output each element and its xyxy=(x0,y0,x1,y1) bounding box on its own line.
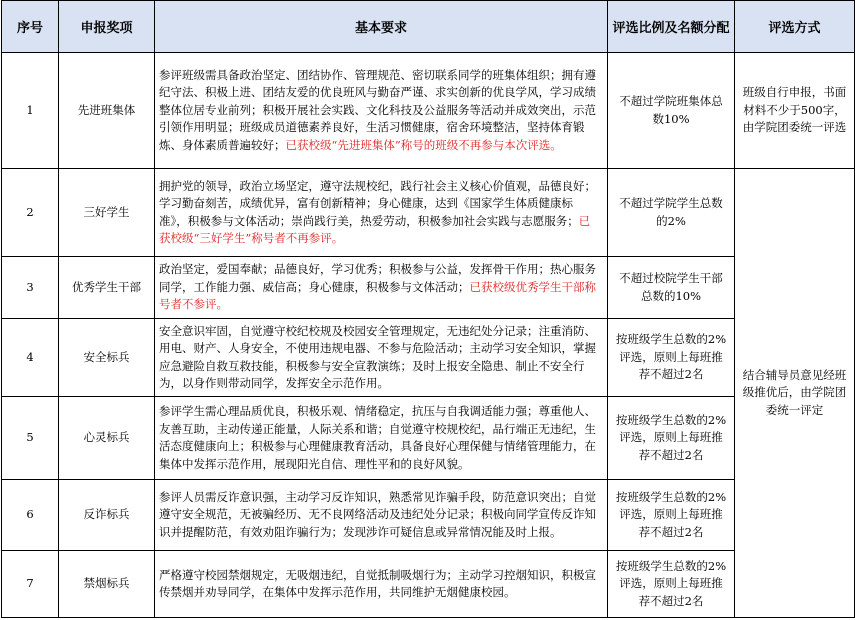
ratio-cell: 按班级学生总数的2%评选，原则上每班推荐不超过2名 xyxy=(608,480,735,551)
table-row xyxy=(2,257,855,319)
header-requirements: 基本要求 xyxy=(155,1,608,53)
ratio-cell: 不超过校院学生干部总数的10% xyxy=(608,257,735,319)
award-name: 心灵标兵 xyxy=(59,397,155,480)
requirements-cell xyxy=(155,257,608,319)
ratio-cell: 按班级学生总数的2%评选，原则上每班推荐不超过2名 xyxy=(608,319,735,397)
requirements-cell xyxy=(155,53,608,169)
requirements-cell xyxy=(155,169,608,257)
header-ratio: 评选比例及名额分配 xyxy=(608,1,735,53)
row-number: 1 xyxy=(2,53,59,169)
ratio-cell: 不超过学院学生总数的2% xyxy=(608,169,735,257)
table-row xyxy=(2,480,855,551)
requirements-note: 已获校级“先进班集体”称号的班级不再参与本次评选。 xyxy=(285,137,562,152)
requirements-cell: 安全意识牢固，自觉遵守校纪校规及校园安全管理规定，无违纪处分记录；注重消防、用电、财产、人身安全，不使用违规电器、不参与危险活动；主动学习安全知识，掌握应急避险自救互救技能，积极参与安全宣教演练；及时上报安全隐患、制止不安全行为，以身作则带动同学，发挥安全示范作用。 xyxy=(155,319,608,397)
header-method: 评选方式 xyxy=(735,1,855,53)
requirements-text: 政治坚定，爱国奉献；品德良好，学习优秀；积极参与公益，发挥骨干作用；热心服务同学，工作能力强、威信高；身心健康，积极参与文体活动； xyxy=(159,262,596,294)
requirements-cell: 严格遵守校园禁烟规定，无吸烟违纪，自觉抵制吸烟行为；主动学习控烟知识，积极宣传禁烟并劝导同学，在集体中发挥示范作用，共同维护无烟健康校园。 xyxy=(155,551,608,618)
header-row xyxy=(2,1,855,53)
table-row xyxy=(2,169,855,257)
award-name: 三好学生 xyxy=(59,169,155,257)
award-name: 安全标兵 xyxy=(59,319,155,397)
ratio-cell: 按班级学生总数的2%评选，原则上每班推荐不超过2名 xyxy=(608,397,735,480)
table-row xyxy=(2,319,855,397)
row-number: 3 xyxy=(2,257,59,319)
table-row xyxy=(2,551,855,618)
requirements-note: 已获校级“三好学生”称号者不再参评。 xyxy=(159,213,591,245)
requirements-text: 参评班级需具备政治坚定、团结协作、管理规范、密切联系同学的班集体组织；拥有遵纪守法、积极上进、团结友爱的优良班风与勤奋严谨、求实创新的优良学风，学习成绩整体位居专业前列；积极开展社会实践、文化科技及公益服务等活动并成效突出，示范引领作用明显；班级成员道德素养良好，生活习惯健康，宿舍环境整洁，坚持体育锻炼、身体素质普遍较好； xyxy=(159,67,596,152)
row-number: 7 xyxy=(2,551,59,618)
row-number: 6 xyxy=(2,480,59,551)
header-award: 申报奖项 xyxy=(59,1,155,53)
award-name: 禁烟标兵 xyxy=(59,551,155,618)
row-number: 5 xyxy=(2,397,59,480)
ratio-cell: 按班级学生总数的2%评选，原则上每班推荐不超过2名 xyxy=(608,551,735,618)
requirements-text: 拥护党的领导，政治立场坚定，遵守法规校纪，践行社会主义核心价值观，品德良好；学习勤奋刻苦，成绩优异，富有创新精神；身心健康，达到《国家学生体质健康标准》，积极参与文体活动；崇尚践行美，热爱劳动，积极参加社会实践与志愿服务； xyxy=(159,178,596,228)
row-number: 2 xyxy=(2,169,59,257)
award-name: 反诈标兵 xyxy=(59,480,155,551)
requirements-cell: 参评人员需反诈意识强，主动学习反诈知识，熟悉常见诈骗手段，防范意识突出；自觉遵守安全规范，无被骗经历、无不良网络活动及违纪处分记录；积极向同学宣传反诈知识并提醒防范，有效劝阻诈骗行为；发现涉诈可疑信息或异常情况能及时上报。 xyxy=(155,480,608,551)
award-name: 优秀学生干部 xyxy=(59,257,155,319)
header-no: 序号 xyxy=(2,1,59,53)
row-number: 4 xyxy=(2,319,59,397)
table-row xyxy=(2,53,855,169)
method-cell: 班级自行申报，书面材料不少于500字，由学院团委统一评选 xyxy=(735,53,855,169)
method-cell-merged: 结合辅导员意见经班级推优后，由学院团委统一评定 xyxy=(735,169,855,618)
requirements-note: 已获校级优秀学生干部称号者不参评。 xyxy=(159,279,596,312)
table-row xyxy=(2,397,855,480)
award-name: 先进班集体 xyxy=(59,53,155,169)
ratio-cell: 不超过学院班集体总数10% xyxy=(608,53,735,169)
requirements-cell: 参评学生需心理品质优良，积极乐观、情绪稳定，抗压与自我调适能力强；尊重他人、友善互助，主动传递正能量，人际关系和谐；自觉遵守校规校纪，品行端正无违纪，生活态度健康向上；积极参与心理健康教育活动，具备良好心理保健与情绪管理能力，在集体中发挥示范作用，展现阳光自信、理性平和的良好风貌。 xyxy=(155,397,608,480)
award-table xyxy=(1,0,855,618)
